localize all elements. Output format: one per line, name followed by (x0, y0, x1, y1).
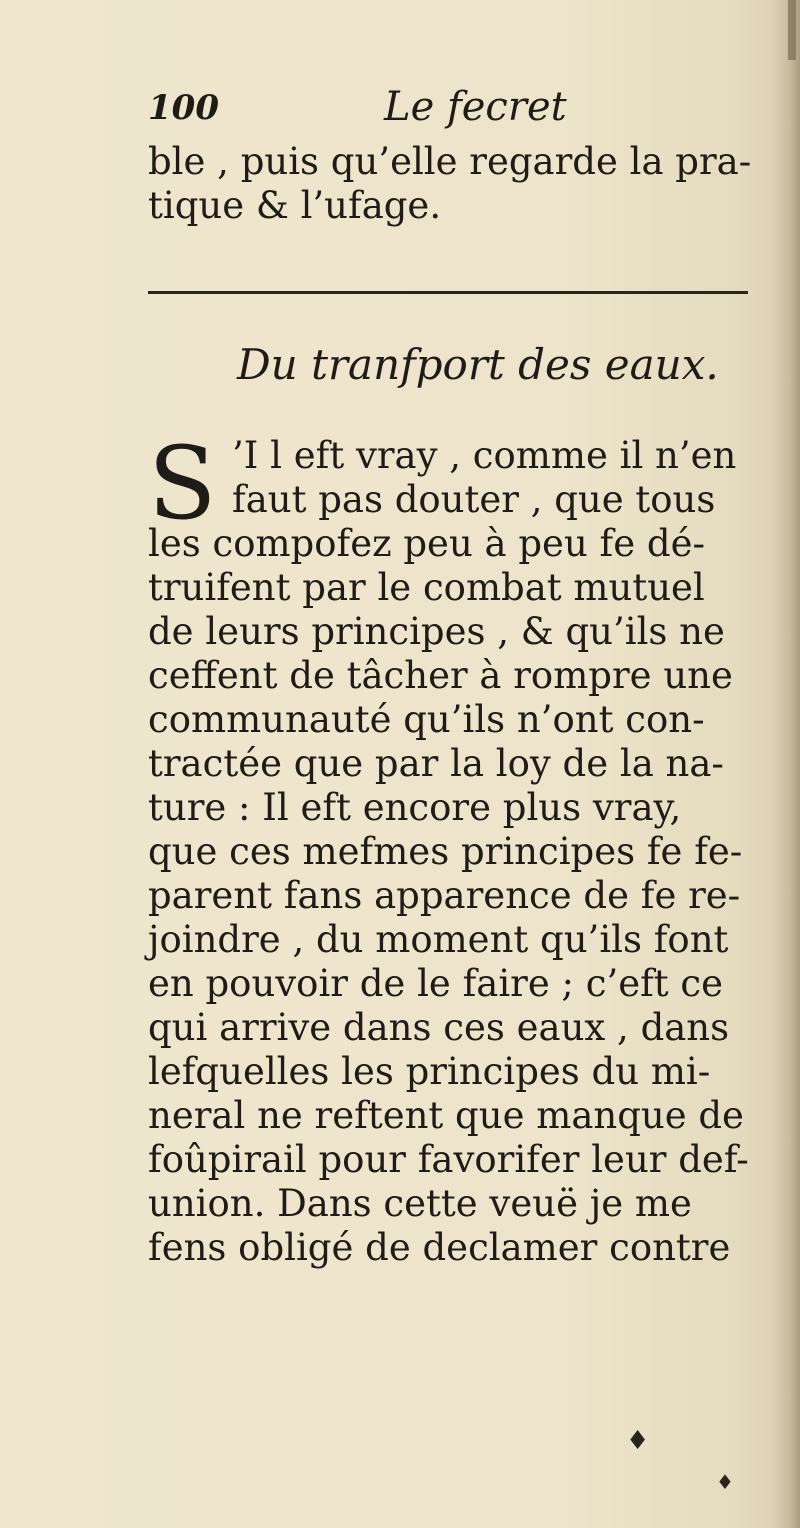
text-line: joindre , du moment qu’ils font (148, 918, 729, 961)
ink-mark: ♦ (716, 1470, 734, 1494)
page-header (148, 84, 768, 138)
text-line: communauté qu’ils n’ont con- (148, 698, 705, 741)
text-line: en pouvoir de le faire ; c’eft ce (148, 962, 724, 1005)
text-line: parent fans apparence de fe re- (148, 874, 741, 917)
text-line: foûpirail pour favorifer leur def- (148, 1138, 749, 1181)
text-line: tique & l’ufage. (148, 184, 442, 227)
text-line: fens obligé de declamer contre (148, 1226, 731, 1269)
text-line: ture : Il eft encore plus vray, (148, 786, 682, 829)
text-line: ’I l eft vray , comme il n’en (232, 434, 737, 477)
ink-mark: ♦ (626, 1426, 650, 1456)
text-line: ceffent de tâcher à rompre une (148, 654, 733, 697)
text-line: neral ne reftent que manque de (148, 1094, 744, 1137)
text-line: ble , puis qu’elle regarde la pra- (148, 140, 752, 183)
text-line: les compofez peu à peu fe dé- (148, 522, 705, 565)
text-line: faut pas douter , que tous (232, 478, 716, 521)
intro-text (148, 140, 778, 228)
page-edge-mark (788, 0, 796, 60)
text-line: lefquelles les principes du mi- (148, 1050, 711, 1093)
paragraph (148, 425, 788, 1270)
text-line: tractée que par la loy de la na- (148, 742, 724, 785)
section-title: Du tranfport des eaux. (237, 340, 719, 389)
text-line: de leurs principes , & qu’ils ne (148, 610, 725, 653)
text-line: truifent par le combat mutuel (148, 566, 705, 609)
text-line: que ces mefmes principes fe fe- (148, 830, 743, 873)
text-line: qui arrive dans ces eaux , dans (148, 1006, 730, 1049)
text-line: union. Dans cette veuë je me (148, 1182, 692, 1225)
section-divider (148, 291, 748, 294)
running-title: Le fecret (384, 84, 567, 130)
drop-cap: S (148, 425, 217, 542)
page-number: 100 (148, 88, 219, 128)
